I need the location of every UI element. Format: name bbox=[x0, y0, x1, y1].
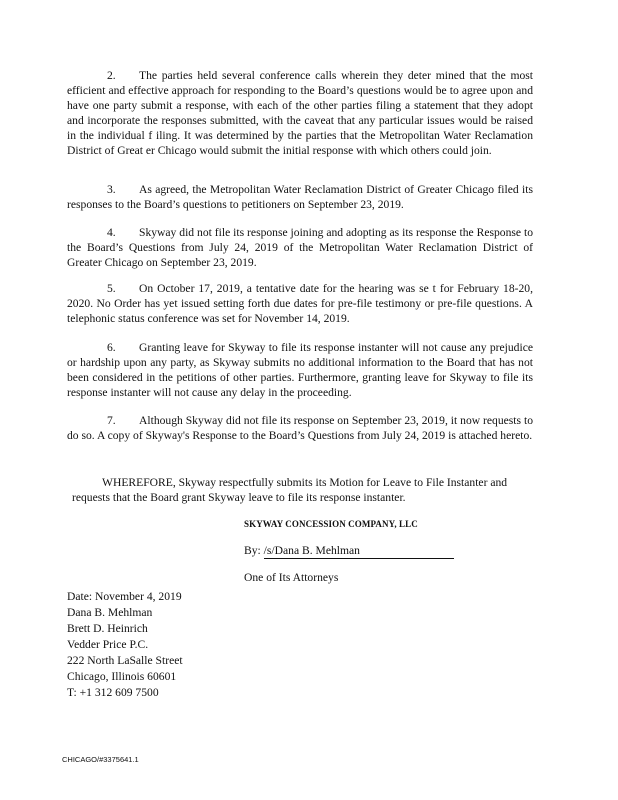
paragraph-text: As agreed, the Metropolitan Water Reclamation District of Greater Chicago filed its responses to the Board’s questions to petitioners on September 23, 2019. bbox=[67, 183, 533, 211]
paragraph-text: The parties held several conference calls wherein they deter mined that the most efficient and effective approach for responding to the Board’s questions would be to agree upon and have one party submit a response, with each of the other parties filing a statement that they adopt and incorporate the responses submitted, with the caveat that any particular issues would be raised in the individual f iling. It was determined by the parties that the Metropolitan Water Reclamation District of Great er Chicago would submit the initial response with which others could join. bbox=[67, 69, 533, 157]
paragraph-6 bbox=[67, 340, 533, 400]
paragraph-7 bbox=[67, 413, 533, 443]
address-line: 222 North LaSalle Street bbox=[67, 654, 183, 667]
paragraph-3 bbox=[67, 182, 533, 212]
signature-role: One of Its Attorneys bbox=[244, 571, 339, 584]
paragraph-5 bbox=[67, 281, 533, 326]
paragraph-text: Skyway did not file its response joining and adopting as its response the Response to the Board’s Questions from July 24, 2019 of the Metropolitan Water Reclamation District of Greater Chicago on September 23, 2019. bbox=[67, 226, 533, 269]
paragraph-number: 7. bbox=[107, 414, 116, 427]
paragraph-4 bbox=[67, 225, 533, 270]
paragraph-text: Although Skyway did not file its response on September 23, 2019, it now requests to do so. A copy of Skyway's Response to the Board’s Questions from July 24, 2019 is attached hereto. bbox=[67, 414, 533, 442]
paragraph-number: 5. bbox=[107, 282, 116, 295]
signature-by-label: By: bbox=[244, 544, 261, 557]
wherefore-clause bbox=[72, 475, 534, 505]
address-line: Date: November 4, 2019 bbox=[67, 590, 182, 603]
address-line: Dana B. Mehlman bbox=[67, 606, 153, 619]
paragraph-text: On October 17, 2019, a tentative date for the hearing was se t for February 18-20, 2020. No Order has yet issued setting forth due dates for pre-file testimony or pre-file questions. A telephonic status conference was set for November 14, 2019. bbox=[67, 282, 533, 325]
wherefore-text: WHEREFORE, Skyway respectfully submits its Motion for Leave to File Instanter and requests that the Board grant Skyway leave to file its response instanter. bbox=[72, 476, 508, 504]
signature-by-line bbox=[244, 543, 544, 559]
paragraph-number: 6. bbox=[107, 341, 116, 354]
signature-name: /s/Dana B. Mehlman bbox=[264, 543, 454, 559]
address-line: Vedder Price P.C. bbox=[67, 638, 149, 651]
signature-company: SKYWAY CONCESSION COMPANY, LLC bbox=[244, 519, 418, 529]
address-line: Chicago, Illinois 60601 bbox=[67, 670, 177, 683]
paragraph-number: 2. bbox=[107, 69, 116, 82]
paragraph-number: 4. bbox=[107, 226, 116, 239]
paragraph-number: 3. bbox=[107, 183, 116, 196]
paragraph-text: Granting leave for Skyway to file its response instanter will not cause any prejudice or hardship upon any party, as Skyway submits no additional information to the Board that has not been considered in the petitions of other parties. Furthermore, granting leave for Skyway to file its response instanter will not cause any delay in the proceeding. bbox=[67, 341, 533, 399]
attorney-address-block bbox=[67, 589, 183, 701]
document-footer-id: CHICAGO/#3375641.1 bbox=[62, 755, 139, 764]
paragraph-2 bbox=[67, 68, 533, 158]
address-line: T: +1 312 609 7500 bbox=[67, 686, 159, 699]
address-line: Brett D. Heinrich bbox=[67, 622, 148, 635]
